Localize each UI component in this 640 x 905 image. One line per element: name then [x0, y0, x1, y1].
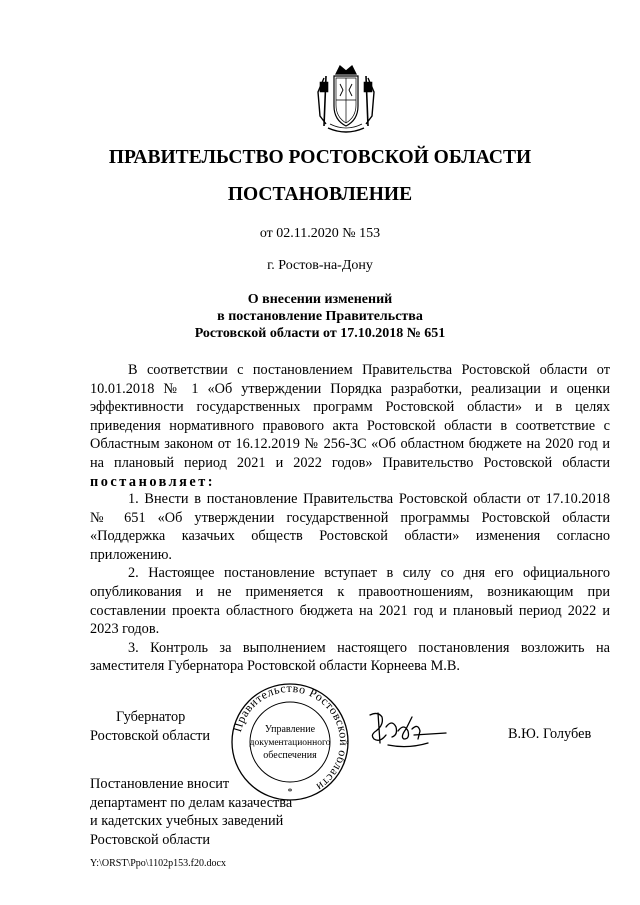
document-type-title: ПОСТАНОВЛЕНИЕ [227, 184, 413, 205]
subject-line: О внесении изменений [247, 292, 393, 307]
stamp-inner-line: Управление [264, 724, 316, 735]
stamp-outer-text: Правительство Ростовской области [230, 680, 352, 795]
subject-line: в постановление Правительства [217, 309, 423, 324]
signatory-position-line: Ростовской области [90, 727, 211, 744]
introduced-by-line: департамент по делам казачества [90, 794, 293, 811]
preamble-block [90, 361, 610, 491]
preamble-text: В соответствии с постановлением Правительства Ростовской области от 10.01.2018 № 1 «Об утверждении Порядка разработки, реализации и оценки эффективности государственных программ Ростовской области» и в целях приведения нормативного правового акта Ростовской области в соответствие с Областным законом от 16.12.2019 № 256-ЗС «Об областном бюджете на 2020 год и на плановый период 2021 и 2022 годов» Правительство Ростовской области [90, 362, 610, 471]
svg-text:*: * [287, 787, 293, 798]
stamp-inner-line: обеспечения [263, 750, 317, 761]
decree-item: 1. Внести в постановление Правительства Ростовской области от 17.10.2018 № 651 «Об утверждении государственной программы Ростовской области «Поддержка казачьих обществ Ростовской области» изменения согласно приложению. [90, 491, 610, 563]
decree-item: 2. Настоящее постановление вступает в силу со дня его официального опубликования и не применяется к правоотношениям, возникающим при составлении проекта областного бюджета на 2021 год и плановый период 2022 и 2023 годов. [90, 565, 610, 638]
document-date-number: от 02.11.2020 № 153 [259, 226, 381, 241]
stamp-inner-line: документационного [249, 738, 331, 748]
introduced-by-line: и кадетских учебных заведений [90, 813, 284, 830]
decree-items [90, 490, 610, 676]
decree-item: 3. Контроль за выполнением настоящего постановления возложить на заместителя Губернатора Ростовской области Корнеева М.В. [90, 639, 610, 675]
subject-line: Ростовской области от 17.10.2018 № 651 [194, 326, 446, 341]
government-title: ПРАВИТЕЛЬСТВО РОСТОВСКОЙ ОБЛАСТИ [108, 147, 532, 168]
document-subject [0, 291, 640, 342]
introduced-by-block [90, 775, 292, 849]
signatory-position-line: Губернатор [116, 709, 186, 725]
signatory-position [90, 708, 210, 745]
coat-of-arms-emblem [310, 62, 382, 136]
introduced-by-line: Постановление вносит [90, 776, 230, 792]
preamble-paragraph [90, 361, 610, 491]
signatory-name: В.Ю. Голубев [508, 726, 592, 742]
introduced-by-line: Ростовской области [90, 831, 211, 848]
document-city: г. Ростов-на-Дону [267, 258, 373, 273]
file-path-footer: Y:\ORST\Ppo\1102p153.f20.docx [90, 858, 226, 869]
decree-word: постановляет: [90, 473, 216, 490]
handwritten-signature [368, 709, 448, 751]
